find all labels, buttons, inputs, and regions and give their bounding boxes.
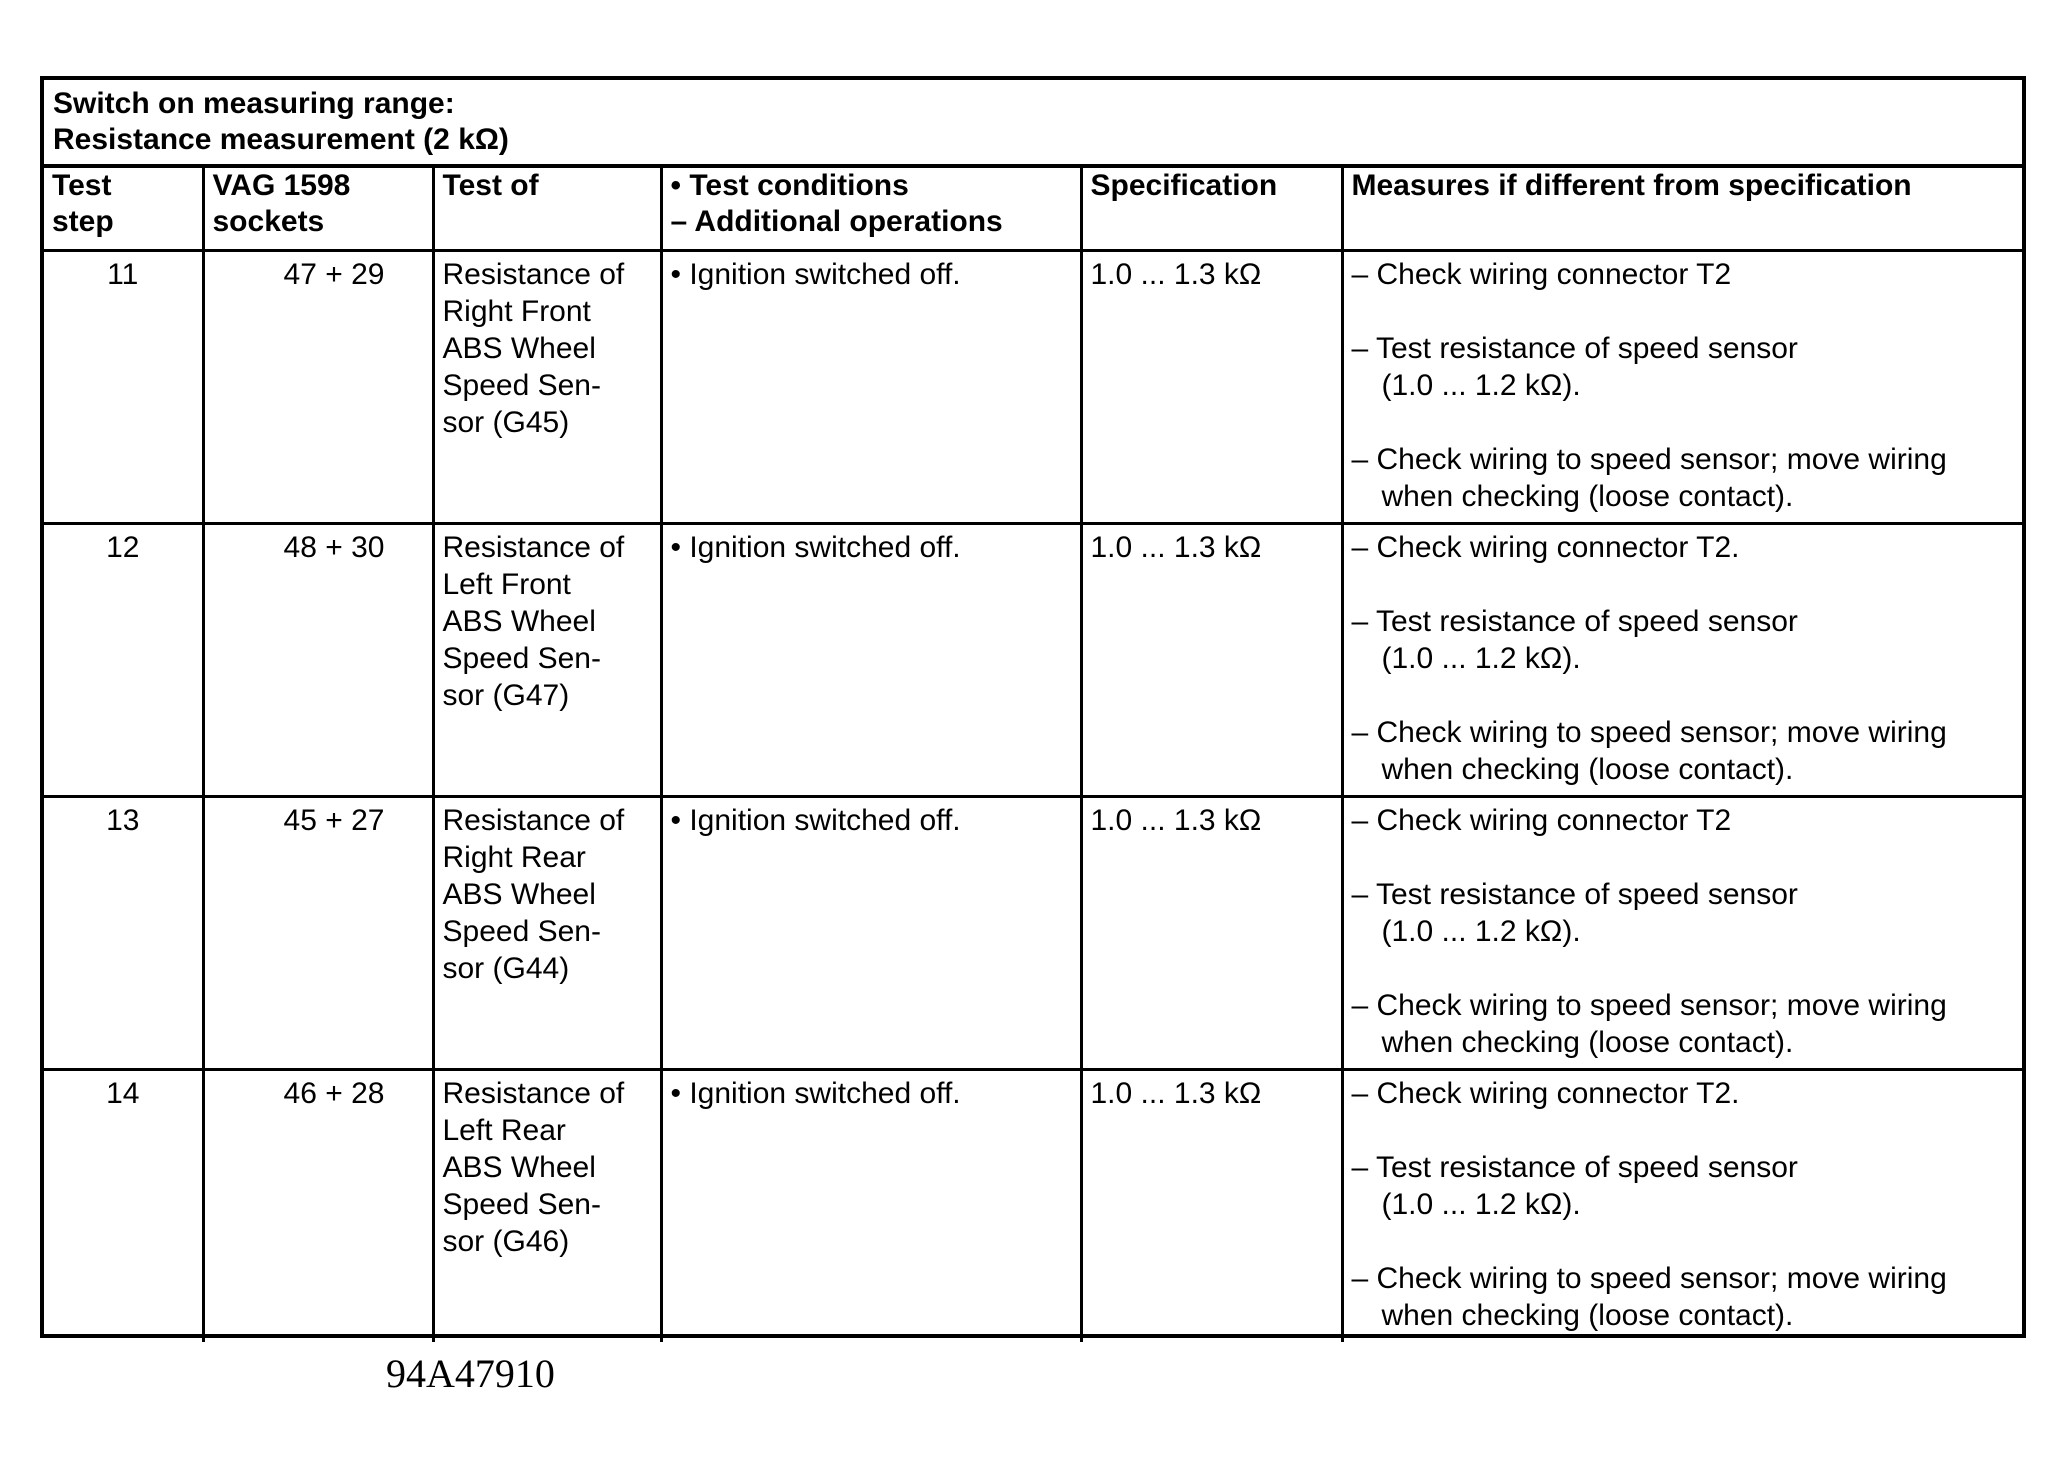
cell-test-step: 13 — [44, 796, 203, 1069]
cell-condition: • Ignition switched off. — [661, 250, 1081, 523]
header-sockets: VAG 1598 sockets — [203, 164, 433, 250]
cell-specification: 1.0 ... 1.3 kΩ — [1081, 1069, 1342, 1342]
cell-sockets: 46 + 28 — [203, 1069, 433, 1342]
header-conditions: • Test conditions – Additional operations — [661, 164, 1081, 250]
cell-specification: 1.0 ... 1.3 kΩ — [1081, 796, 1342, 1069]
cell-condition: • Ignition switched off. — [661, 796, 1081, 1069]
cell-measures: – Check wiring connector T2. – Test resistance of speed sensor (1.0 ... 1.2 kΩ). – Check wiring to speed sensor; move wiring when checking (loose contact). — [1342, 1069, 2022, 1342]
cell-test-of: Resistance of Right Front ABS Wheel Speed Sen- sor (G45) — [433, 250, 661, 523]
cell-test-of: Resistance of Right Rear ABS Wheel Speed Sen- sor (G44) — [433, 796, 661, 1069]
cell-sockets: 47 + 29 — [203, 250, 433, 523]
table-row — [44, 523, 2022, 796]
header-measures: Measures if different from specification — [1342, 164, 2022, 250]
cell-sockets: 48 + 30 — [203, 523, 433, 796]
table-row — [44, 1069, 2022, 1342]
measuring-range-line-1: Switch on measuring range: — [53, 87, 455, 120]
cell-condition: • Ignition switched off. — [661, 523, 1081, 796]
cell-measures: – Check wiring connector T2 – Test resistance of speed sensor (1.0 ... 1.2 kΩ). – Check wiring to speed sensor; move wiring when checking (loose contact). — [1342, 250, 2022, 523]
cell-specification: 1.0 ... 1.3 kΩ — [1081, 250, 1342, 523]
cell-test-of: Resistance of Left Rear ABS Wheel Speed Sen- sor (G46) — [433, 1069, 661, 1342]
header-test-step: Test step — [44, 164, 203, 250]
measuring-range-heading — [44, 80, 2022, 168]
test-steps-table — [44, 164, 2022, 1342]
figure-id: 94A47910 — [386, 1351, 555, 1396]
cell-test-step: 14 — [44, 1069, 203, 1342]
table-row — [44, 796, 2022, 1069]
cell-test-step: 12 — [44, 523, 203, 796]
cell-measures: – Check wiring connector T2 – Test resistance of speed sensor (1.0 ... 1.2 kΩ). – Check wiring to speed sensor; move wiring when checking (loose contact). — [1342, 796, 2022, 1069]
cell-specification: 1.0 ... 1.3 kΩ — [1081, 523, 1342, 796]
cell-test-of: Resistance of Left Front ABS Wheel Speed Sen- sor (G47) — [433, 523, 661, 796]
cell-sockets: 45 + 27 — [203, 796, 433, 1069]
cell-test-step: 11 — [44, 250, 203, 523]
cell-condition: • Ignition switched off. — [661, 1069, 1081, 1342]
measuring-range-line-2: Resistance measurement (2 kΩ) — [53, 123, 509, 156]
header-specification: Specification — [1081, 164, 1342, 250]
cell-measures: – Check wiring connector T2. – Test resistance of speed sensor (1.0 ... 1.2 kΩ). – Check wiring to speed sensor; move wiring when checking (loose contact). — [1342, 523, 2022, 796]
header-test-of: Test of — [433, 164, 661, 250]
test-table-frame — [40, 76, 2026, 1338]
table-header-row — [44, 164, 2022, 250]
table-row — [44, 250, 2022, 523]
